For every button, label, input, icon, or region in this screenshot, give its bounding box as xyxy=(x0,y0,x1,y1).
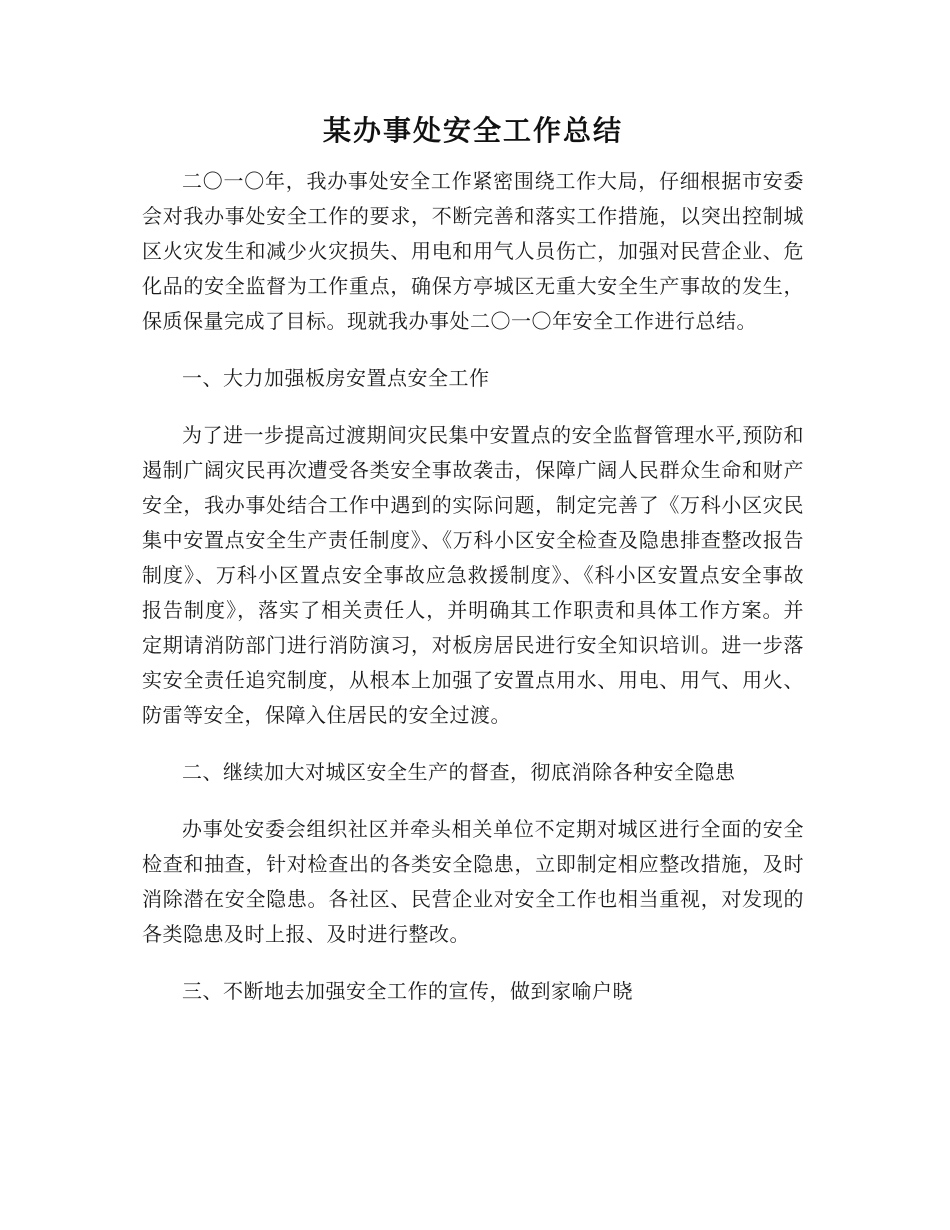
document-title: 某办事处安全工作总结 xyxy=(322,114,623,147)
section-heading-1: 一、大力加强板房安置点安全工作 xyxy=(182,366,490,390)
section-heading-2: 二、继续加大对城区安全生产的督查，彻底消除各种安全隐患 xyxy=(182,760,736,784)
section-1-paragraph: 为了进一步提高过渡期间灾民集中安置点的安全监督管理水平,预防和遏制广阔灾民再次遭受各类安全事故袭击，保障广阔人民群众生命和财产安全，我办事处结合工作中遇到的实际问题，制定完善了《万科小区灾民集中安置点安全生产责任制度》、《万科小区安全检查及隐患排查整改报告制度》、万科小区置点安全事故应急救援制度》、《科小区安置点安全事故报告制度》，落实了相关责任人，并明确其工作职责和具体工作方案。并定期请消防部门进行消防演习，对板房居民进行安全知识培训。进一步落实安全责任追究制度，从根本上加强了安置点用水、用电、用气、用火、防雷等安全，保障入住居民的安全过渡。 xyxy=(142,423,804,727)
document-body xyxy=(142,108,804,1009)
intro-paragraph: 二〇一〇年，我办事处安全工作紧密围绕工作大局，仔细根据市安委会对我办事处安全工作的要求，不断完善和落实工作措施，以突出控制城区火灾发生和减少火灾损失、用电和用气人员伤亡，加强对民营企业、危化品的安全监督为工作重点，确保方亭城区无重大安全生产事故的发生，保质保量完成了目标。现就我办事处二〇一〇年安全工作进行总结。 xyxy=(142,169,804,333)
section-2-paragraph: 办事处安委会组织社区并牵头相关单位不定期对城区进行全面的安全检查和抽查，针对检查出的各类安全隐患，立即制定相应整改措施，及时消除潜在安全隐患。各社区、民营企业对安全工作也相当重视，对发现的各类隐患及时上报、及时进行整改。 xyxy=(142,817,804,946)
section-heading-3: 三、不断地去加强安全工作的宣传，做到家喻户晓 xyxy=(182,979,633,1003)
